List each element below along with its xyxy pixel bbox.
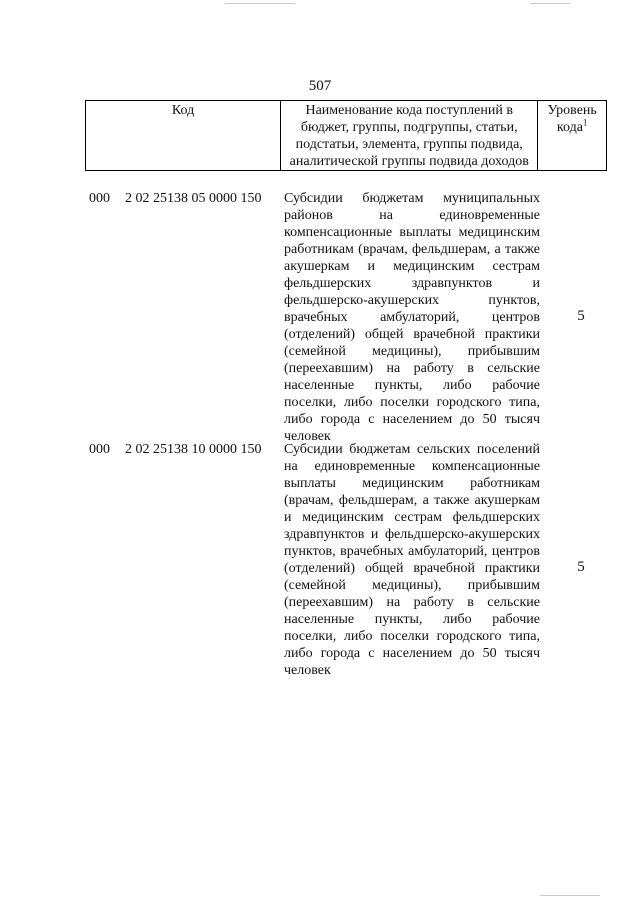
scan-artifact-bottom [540, 895, 600, 896]
header-row [86, 101, 607, 171]
row-level: 5 [577, 308, 585, 324]
header-code-cell [86, 101, 281, 171]
row-description: Субсидии бюджетам муниципальных районов на единовременные компенсационные выплаты медицинским работникам (врачам, фельдшерам, а также акушеркам и медицинским сестрам фельдшерских здравпунктов и фельдшерско-акушерских пунктов, врачебных амбулаторий, центров (отделений) общей врачебной практики (семейной медицины), прибывшим (переехавшим) на работу в сельские населенные пункты, либо рабочие поселки, либо поселки городского типа, либо города с населением до 50 тысяч человек [284, 191, 540, 444]
row-description: Субсидии бюджетам сельских поселений на единовременные компенсационные выплаты медицинским работникам (врачам, фельдшерам, а также акушеркам и медицинским сестрам фельдшерских здравпунктов и фельдшерско-акушерских пунктов, врачебных амбулаторий, центров (отделений) общей врачебной практики (семейной медицины), прибывшим (переехавшим) на работу в сельские населенные пункты, либо рабочие поселки, либо поселки городского типа, либо города с населением до 50 тысяч человек [284, 442, 540, 678]
row-level: 5 [577, 559, 585, 575]
header-level-cell [538, 101, 607, 171]
header-name-label: Наименование кода поступлений в бюджет, группы, подгруппы, статьи, подстатьи, элемента, группы подвида, аналитической группы подвида доходов [289, 103, 529, 169]
header-level-label: Уровень кода [547, 103, 597, 135]
row-prefix: 000 [89, 191, 110, 206]
scan-artifact-top [225, 3, 295, 4]
scan-artifact-top-right [530, 3, 570, 4]
header-table [85, 100, 607, 171]
row-code: 2 02 25138 05 0000 150 [125, 191, 262, 206]
row-code: 2 02 25138 10 0000 150 [125, 442, 262, 457]
row-prefix: 000 [89, 442, 110, 457]
page-number: 507 [308, 78, 332, 94]
footnote-marker: 1 [582, 117, 588, 128]
header-code-label: Код [171, 103, 195, 118]
header-name-cell [281, 101, 538, 171]
